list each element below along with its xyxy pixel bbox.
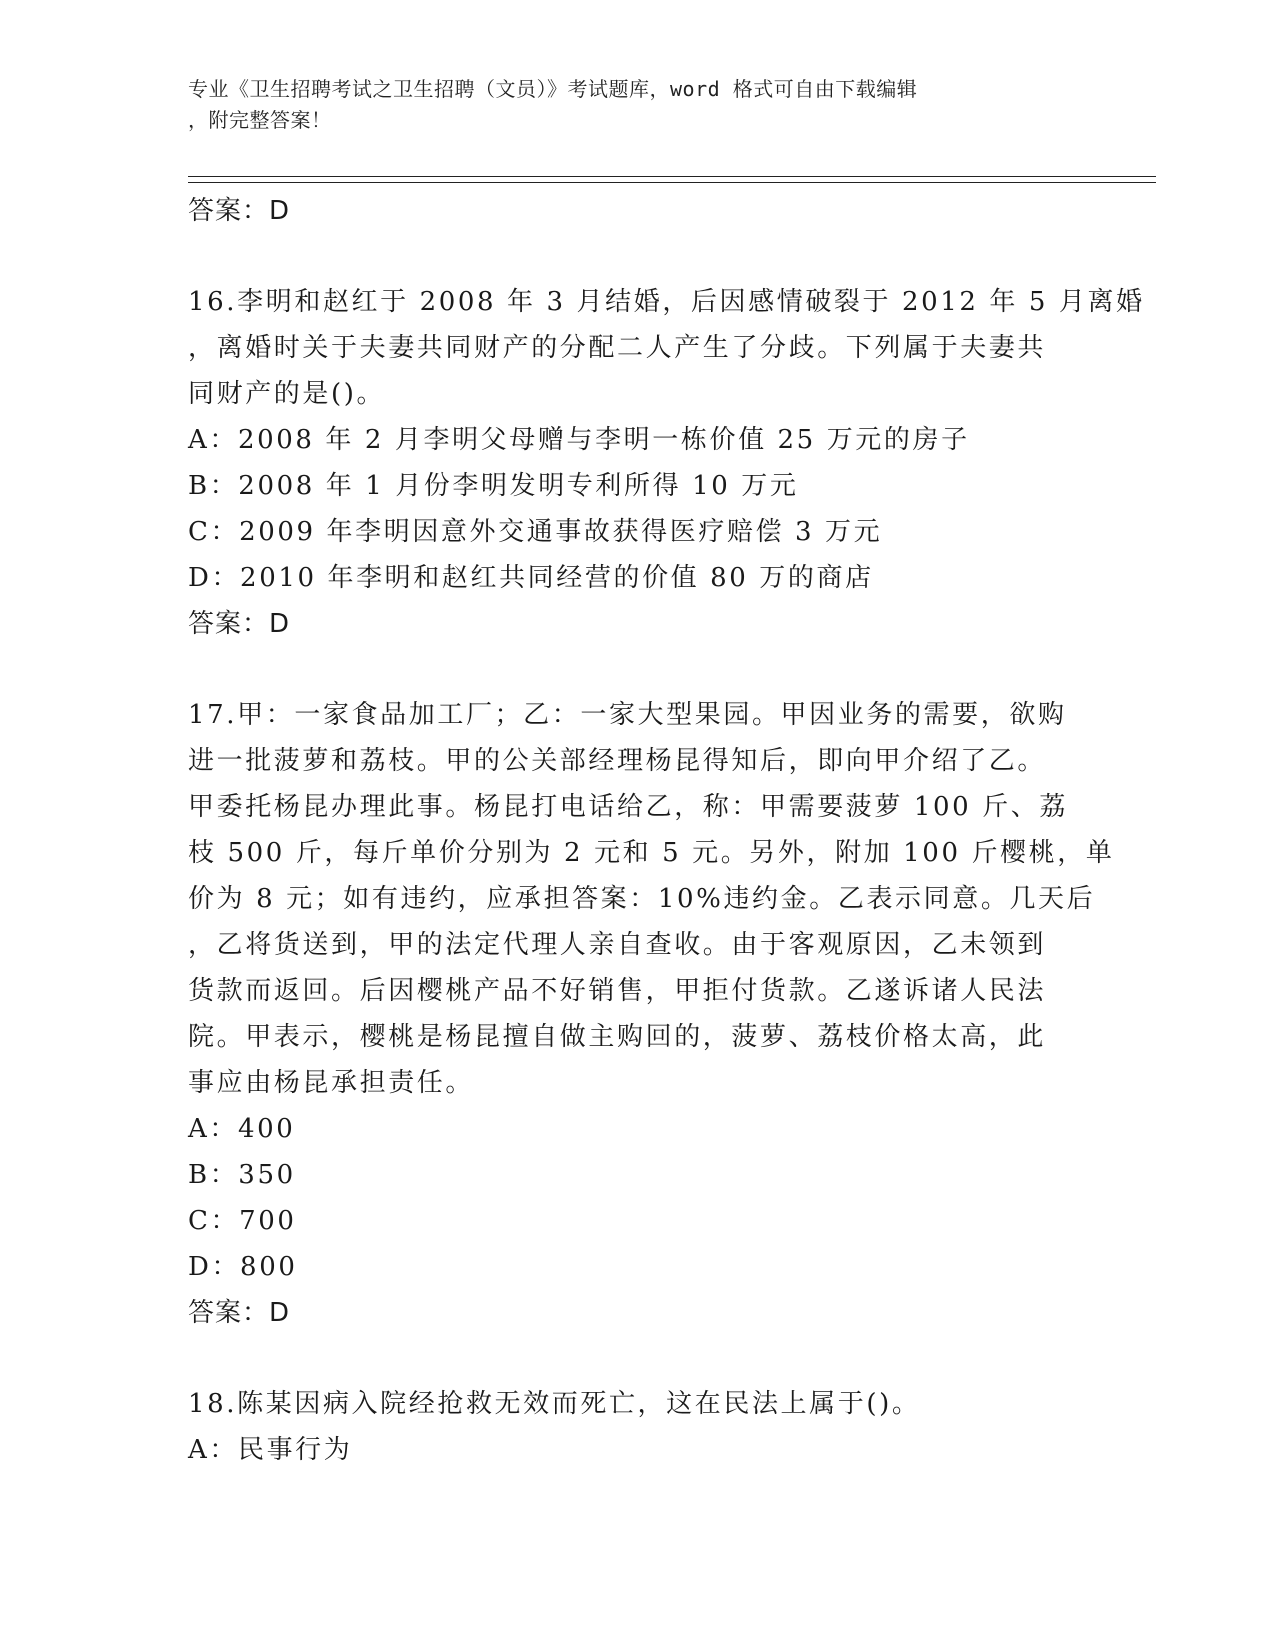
question-stem-line: ，离婚时关于夫妻共同财产的分配二人产生了分歧。下列属于夫妻共: [188, 333, 1047, 363]
spacer: [188, 1336, 1088, 1381]
answer-line: 答案：D: [188, 196, 291, 226]
option-c: C：2009 年李明因意外交通事故获得医疗赔偿 3 万元: [188, 517, 883, 547]
header-line-1: 专业《卫生招聘考试之卫生招聘（文员）》考试题库，word 格式可自由下载编辑: [188, 77, 918, 101]
answer-line: 答案：D: [188, 1298, 291, 1328]
header-rule-bottom: [188, 182, 1156, 183]
header-rule-top: [188, 176, 1156, 177]
question-16: [188, 279, 1145, 647]
question-stem-line: 枝 500 斤，每斤单价分别为 2 元和 5 元。另外，附加 100 斤樱桃，单: [188, 838, 1115, 868]
option-a: A：民事行为: [188, 1435, 353, 1465]
question-stem-line: 事应由杨昆承担责任。: [188, 1068, 475, 1098]
question-18: [188, 1381, 1088, 1473]
question-stem-line: 货款而返回。后因樱桃产品不好销售，甲拒付货款。乙遂诉诸人民法: [188, 976, 1047, 1006]
answer-line: 答案：D: [188, 609, 291, 639]
question-stem-line: 同财产的是()。: [188, 379, 386, 409]
option-d: D：2010 年李明和赵红共同经营的价值 80 万的商店: [188, 563, 874, 593]
question-stem-line: 17.甲：一家食品加工厂；乙：一家大型果园。甲因业务的需要，欲购: [188, 700, 1067, 730]
question-stem-line: 甲委托杨昆办理此事。杨昆打电话给乙，称：甲需要菠萝 100 斤、荔: [188, 792, 1068, 822]
question-stem-line: 16.李明和赵红于 2008 年 3 月结婚，后因感情破裂于 2012 年 5 月离婚: [188, 287, 1145, 317]
question-stem-line: 价为 8 元；如有违约，应承担答案：10%违约金。乙表示同意。几天后: [188, 884, 1096, 914]
option-b: B：350: [188, 1160, 296, 1190]
option-a: A：2008 年 2 月李明父母赠与李明一栋价值 25 万元的房子: [188, 425, 970, 455]
option-b: B：2008 年 1 月份李明发明专利所得 10 万元: [188, 471, 799, 501]
spacer: [188, 647, 1088, 692]
question-17: [188, 692, 1115, 1336]
question-stem-line: 进一批菠萝和荔枝。甲的公关部经理杨昆得知后，即向甲介绍了乙。: [188, 746, 1047, 776]
page-header: [188, 74, 1088, 136]
option-d: D：800: [188, 1252, 298, 1282]
question-stem-line: 院。甲表示，樱桃是杨昆擅自做主购回的，菠萝、荔枝价格太高，此: [188, 1022, 1047, 1052]
spacer: [188, 234, 1088, 279]
option-a: A：400: [188, 1114, 296, 1144]
document-body: [188, 188, 1145, 1473]
question-stem-line: 18.陈某因病入院经抢救无效而死亡，这在民法上属于()。: [188, 1389, 921, 1419]
option-c: C：700: [188, 1206, 297, 1236]
question-stem-line: ，乙将货送到，甲的法定代理人亲自查收。由于客观原因，乙未领到: [188, 930, 1047, 960]
header-line-2: ，附完整答案！: [188, 108, 332, 132]
